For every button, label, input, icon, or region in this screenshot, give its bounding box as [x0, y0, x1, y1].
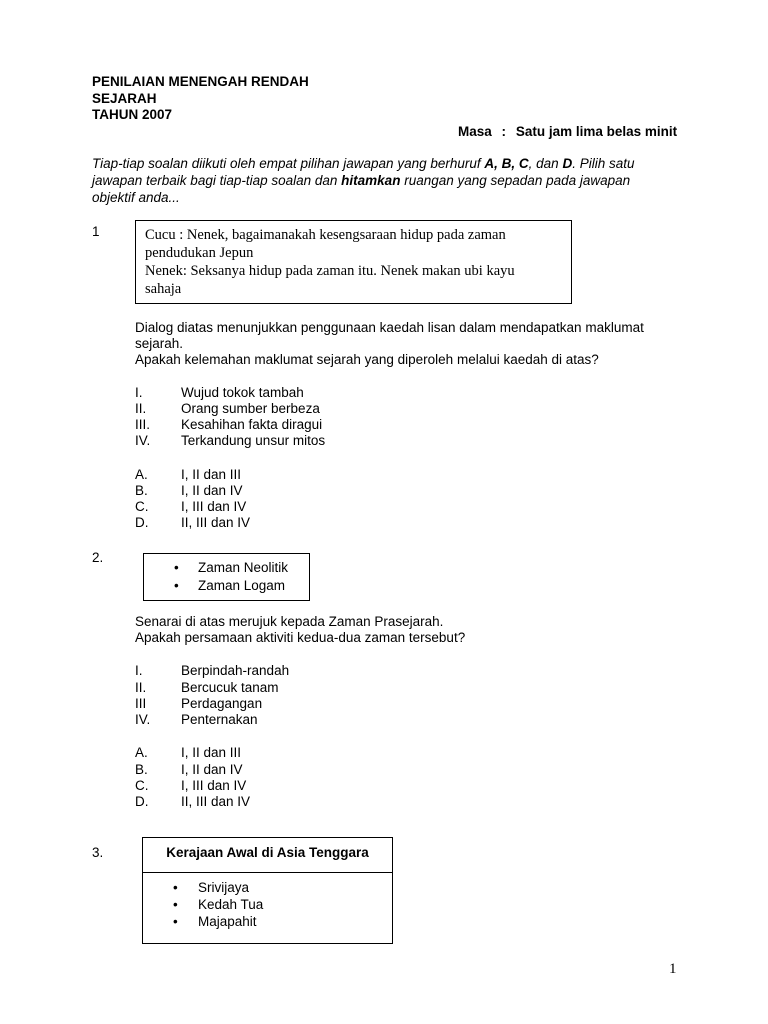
question-1-dialog-box	[135, 220, 572, 304]
subject-title: SEJARAH	[92, 91, 157, 106]
question-3-table-item-3: • Majapahit	[173, 914, 257, 929]
question-3-table-item-1: • Srivijaya	[173, 880, 250, 895]
question-3-table	[142, 837, 393, 944]
time-allowed	[458, 124, 677, 140]
question-3-table-header-cell	[143, 838, 392, 873]
year-title: TAHUN 2007	[92, 107, 173, 122]
dialog-line-3: Nenek: Seksanya hidup pada zaman itu. Nenek makan ubi kayu	[145, 263, 515, 279]
dialog-line-2: pendudukan Jepun	[145, 245, 254, 261]
question-2-number: 2.	[92, 550, 104, 565]
dialog-line-1: Cucu : Nenek, bagaimanakah kesengsaraan hidup pada zaman	[145, 227, 506, 243]
question-2-stem-line-1: Senarai di atas merujuk kepada Zaman Prasejarah.	[135, 614, 444, 629]
bullet-icon: •	[174, 578, 179, 593]
question-2-stem-line-2: Apakah persamaan aktiviti kedua-dua zaman tersebut?	[135, 630, 466, 645]
bullet-icon: •	[173, 897, 178, 912]
question-2-box-item-1: • Zaman Neolitik	[174, 560, 289, 575]
bullet-icon: •	[173, 914, 178, 929]
dialog-line-4: sahaja	[145, 281, 182, 297]
page-number: 1	[669, 961, 677, 977]
instructions-line-3: objektif anda...	[92, 190, 180, 205]
instructions-line-1: Tiap-tiap soalan diikuti oleh empat pilihan jawapan yang berhuruf A, B, C, dan D. Pilih satu	[92, 156, 635, 171]
time-separator: :	[501, 124, 507, 139]
question-1-stem-line-1: Dialog diatas menunjukkan penggunaan kaedah lisan dalam mendapatkan maklumat	[135, 320, 644, 335]
question-2-list-box	[143, 553, 310, 601]
question-3-table-item-2: • Kedah Tua	[173, 897, 264, 912]
bullet-icon: •	[174, 560, 179, 575]
question-1-stem-line-3: Apakah kelemahan maklumat sejarah yang diperoleh melalui kaedah di atas?	[135, 352, 599, 367]
bullet-icon: •	[173, 880, 178, 895]
question-1-number: 1	[92, 224, 100, 239]
instructions-line-2: jawapan terbaik bagi tiap-tiap soalan dan hitamkan ruangan yang sepadan pada jawapan	[92, 173, 631, 188]
question-2-box-item-2: • Zaman Logam	[174, 578, 286, 593]
question-3-number: 3.	[92, 845, 104, 860]
question-3-table-header: Kerajaan Awal di Asia Tenggara	[166, 845, 369, 860]
exam-title: PENILAIAN MENENGAH RENDAH	[92, 74, 309, 89]
time-value: Satu jam lima belas minit	[515, 124, 678, 139]
question-1-stem-line-2: sejarah.	[135, 336, 184, 351]
time-label: Masa	[458, 124, 492, 139]
